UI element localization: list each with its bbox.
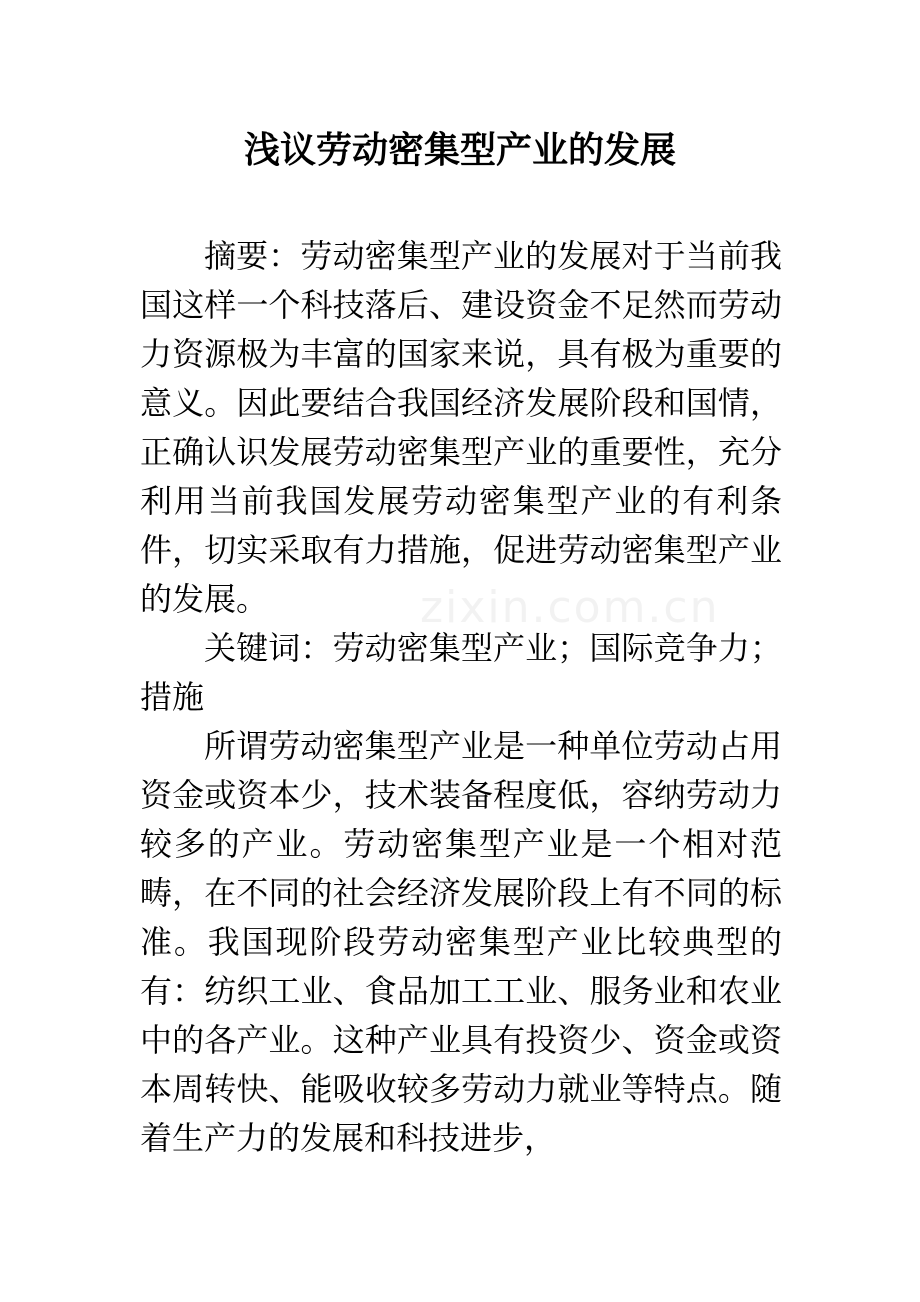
document-body (140, 232, 782, 1163)
abstract-paragraph: 摘要：劳动密集型产业的发展对于当前我国这样一个科技落后、建设资金不足然而劳动力资源极为丰富的国家来说，具有极为重要的意义。因此要结合我国经济发展阶段和国情，正确认识发展劳动密集型产业的重要性，充分利用当前我国发展劳动密集型产业的有利条件，切实采取有力措施，促进劳动密集型产业的发展。 (140, 237, 782, 618)
keywords-paragraph: 关键词：劳动密集型产业；国际竞争力；措施 (140, 629, 782, 716)
body-paragraph: 所谓劳动密集型产业是一种单位劳动占用资金或资本少，技术装备程度低，容纳劳动力较多的产业。劳动密集型产业是一个相对范畴，在不同的社会经济发展阶段上有不同的标准。我国现阶段劳动密集型产业比较典型的有：纺织工业、食品加工工业、服务业和农业中的各产业。这种产业具有投资少、资金或资本周转快、能吸收较多劳动力就业等特点。随着生产力的发展和科技进步， (140, 727, 782, 1157)
document-title: 浅议劳动密集型产业的发展 (243, 129, 676, 171)
watermark: zixin.com.cn (420, 582, 720, 633)
